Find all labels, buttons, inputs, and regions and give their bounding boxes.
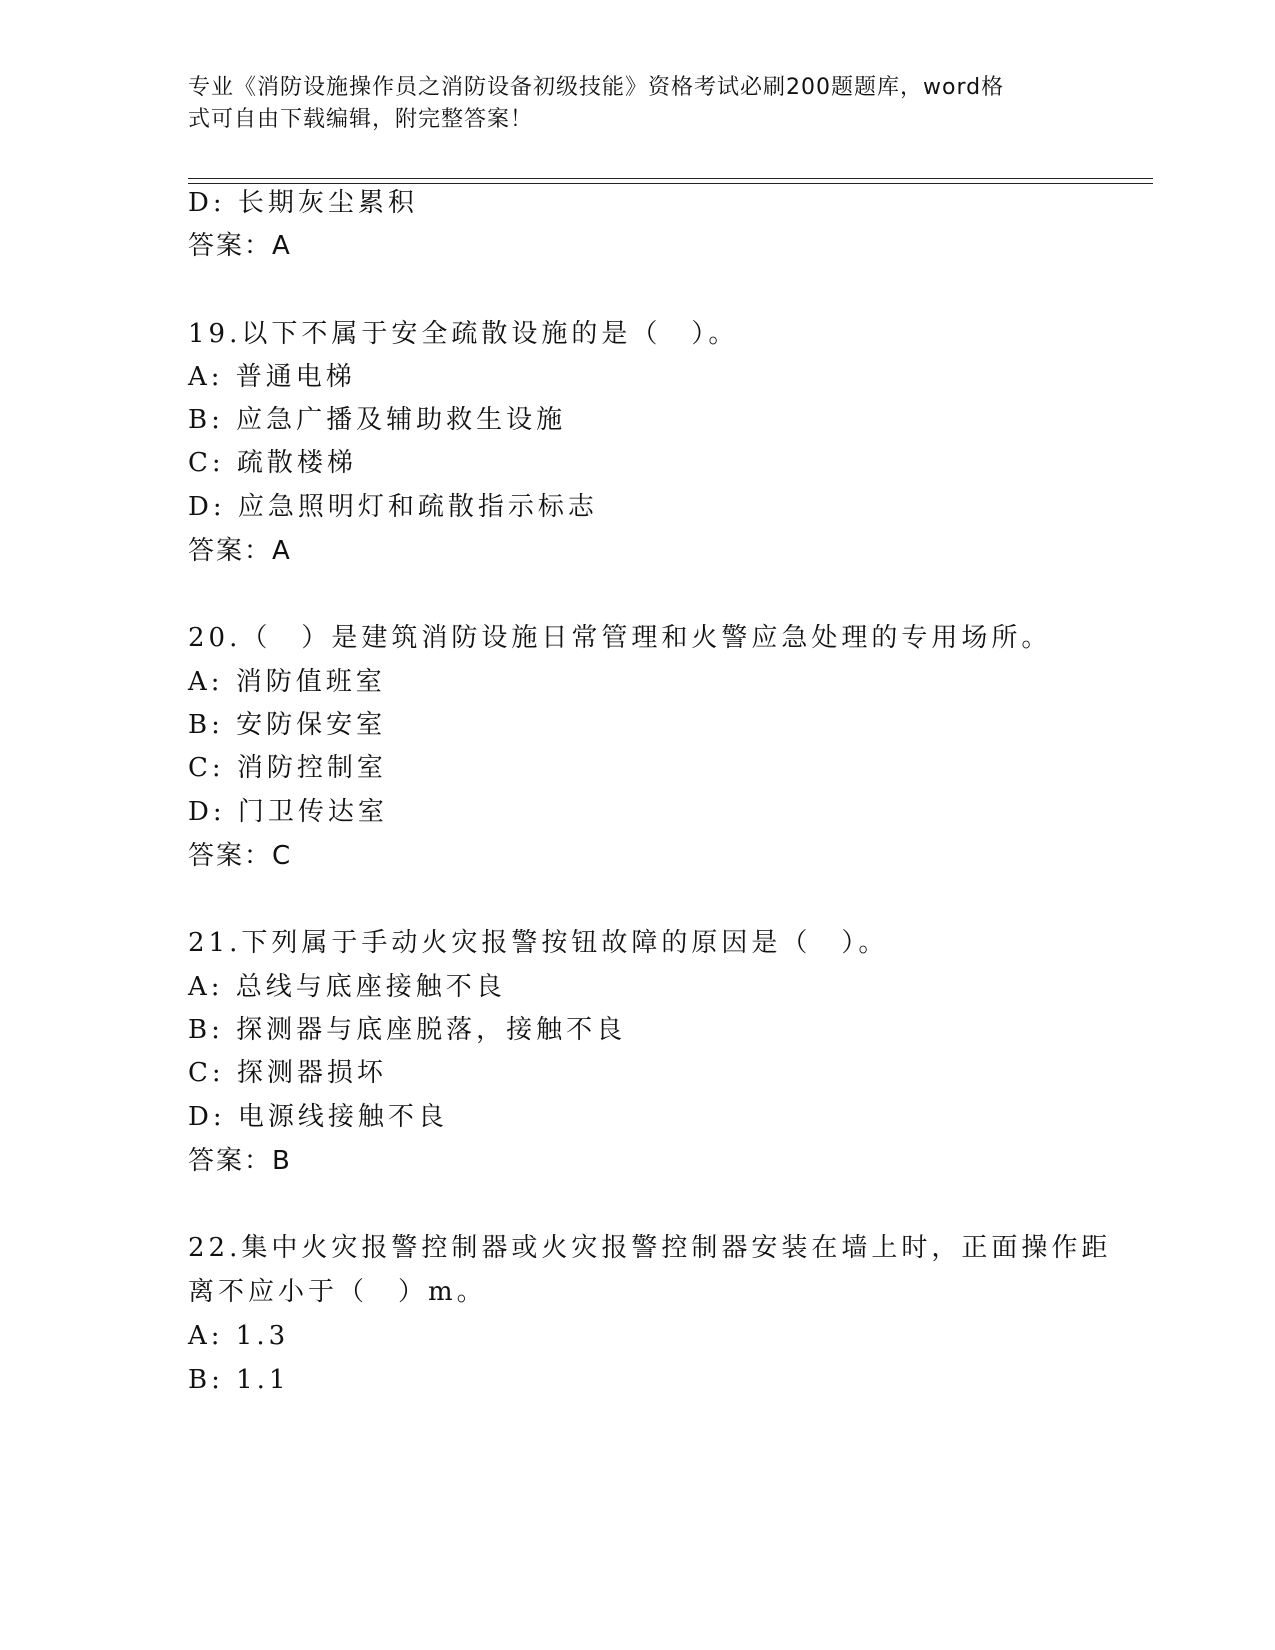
- q20-answer: 答案：C: [188, 841, 293, 871]
- q22-question-line-1: 22.集中火灾报警控制器或火灾报警控制器安装在墙上时，正面操作距: [188, 1233, 1112, 1263]
- q21-option-d: D: 电源线接触不良: [188, 1102, 448, 1132]
- q22-question-line-2: 离不应小于（ ）m。: [188, 1277, 487, 1307]
- q21-option-a: A: 总线与底座接触不良: [188, 972, 506, 1002]
- q19-option-d: D: 应急照明灯和疏散指示标志: [188, 492, 598, 522]
- q20-question: 20.（ ）是建筑消防设施日常管理和火警应急处理的专用场所。: [188, 623, 1052, 653]
- q20-option-b: B: 安防保安室: [188, 710, 387, 740]
- q19-option-a: A: 普通电梯: [188, 362, 356, 392]
- q19-option-b: B: 应急广播及辅助救生设施: [188, 405, 567, 435]
- q18-answer: 答案：A: [188, 231, 292, 261]
- q19-option-c: C: 疏散楼梯: [188, 448, 357, 478]
- q19-question: 19.以下不属于安全疏散设施的是（ ）。: [188, 319, 739, 349]
- q19-answer: 答案：A: [188, 536, 292, 566]
- q20-option-a: A: 消防值班室: [188, 667, 386, 697]
- q22-option-a: A: 1.3: [188, 1321, 290, 1351]
- header-line-1: 专业《消防设施操作员之消防设备初级技能》资格考试必刷200题题库，word格: [188, 75, 1005, 100]
- q21-question: 21.下列属于手动火灾报警按钮故障的原因是（ ）。: [188, 928, 889, 958]
- q18-option-d: D: 长期灰尘累积: [188, 188, 418, 218]
- q21-option-c: C: 探测器损坏: [188, 1058, 387, 1088]
- header-line-2: 式可自由下载编辑，附完整答案！: [188, 107, 534, 132]
- header-divider-bottom: [188, 183, 1153, 184]
- document-header: [188, 72, 1088, 136]
- q21-option-b: B: 探测器与底座脱落，接触不良: [188, 1015, 627, 1045]
- q21-answer: 答案：B: [188, 1146, 292, 1176]
- q20-option-c: C: 消防控制室: [188, 753, 387, 783]
- q22-option-b: B: 1.1: [188, 1365, 290, 1395]
- q20-option-d: D: 门卫传达室: [188, 797, 388, 827]
- header-divider-top: [188, 178, 1153, 179]
